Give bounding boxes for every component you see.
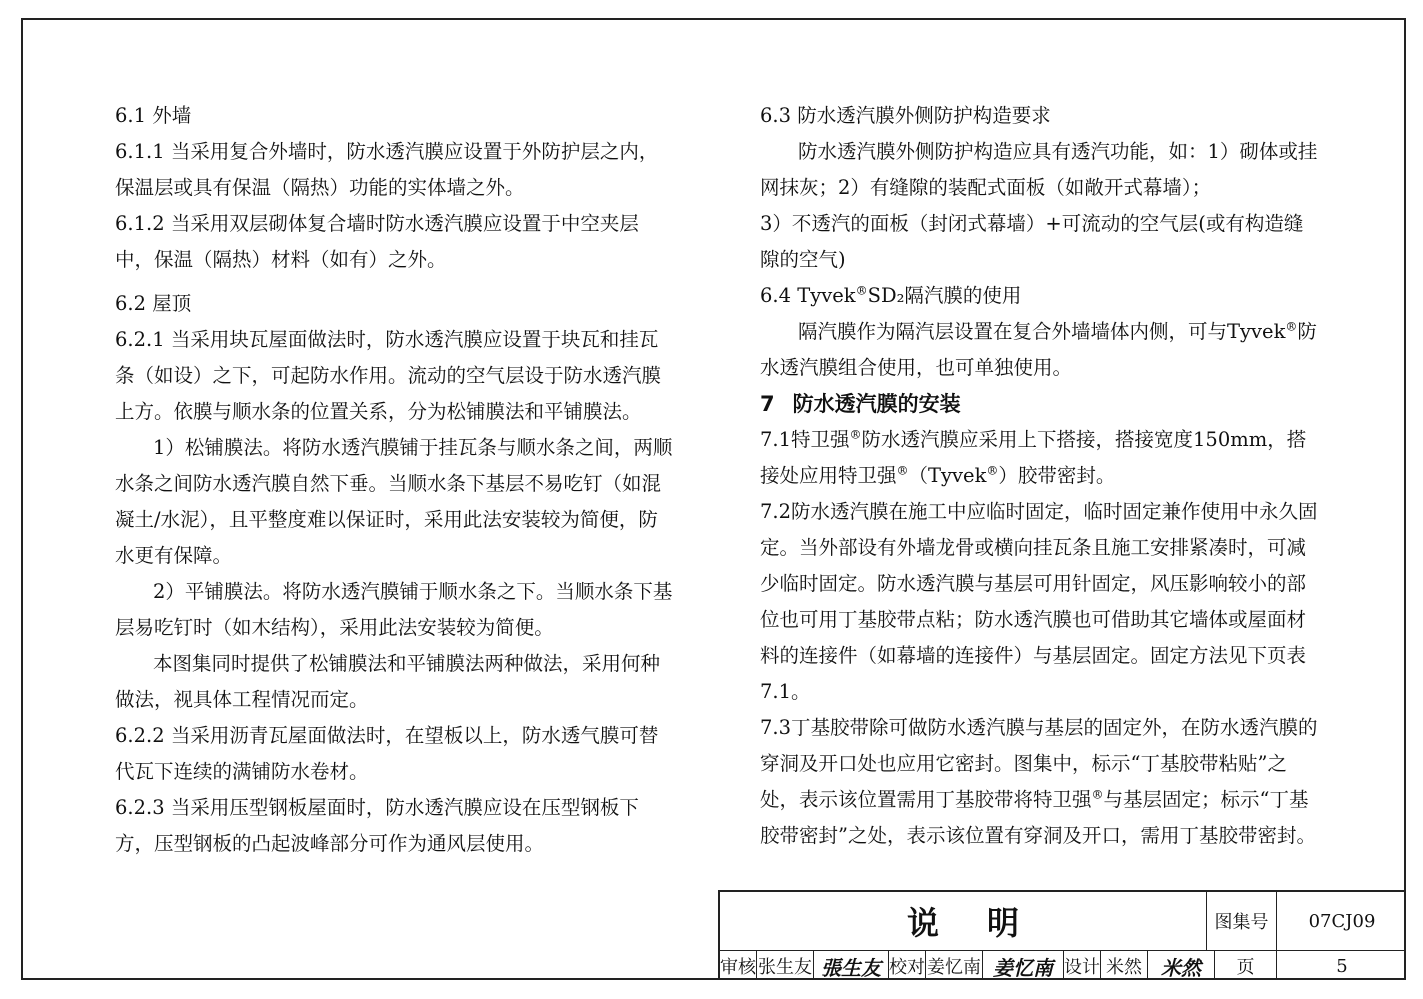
section-7-number: 7	[760, 392, 775, 416]
title-block-title: 说明	[906, 904, 1067, 942]
para-6-2-1-item2: 2）平铺膜法。将防水透汽膜铺于顺水条之下。当顺水条下基层易吃钉时（如木结构），采用此法安装较为简便。	[115, 580, 673, 639]
left-column	[115, 98, 675, 862]
registered-mark: ®	[1091, 787, 1104, 802]
registered-mark: ®	[896, 463, 909, 478]
page-label: 页	[1236, 957, 1255, 978]
para-6-2-2: 6.2.2 当采用沥青瓦屋面做法时，在望板以上，防水透气膜可替代瓦下连续的满铺防水卷材。	[115, 724, 659, 783]
reviewer-name: 张生友	[758, 957, 812, 978]
section-6-2-title: 6.2 屋顶	[115, 292, 192, 315]
section-7-text: 防水透汽膜的安装	[792, 392, 961, 416]
registered-mark: ®	[855, 283, 868, 298]
s64-suffix: SD₂隔汽膜的使用	[867, 284, 1022, 307]
design-label: 设计	[1064, 957, 1100, 978]
para-7-3-b: 与基层固定；标示“丁基胶带密封”之处，表示该位置有穿洞及开口，需用丁基胶带密封。	[760, 788, 1316, 847]
registered-mark: ®	[986, 463, 999, 478]
page-number: 5	[1336, 955, 1348, 977]
section-6-1-title: 6.1 外墙	[115, 104, 192, 127]
right-column	[760, 98, 1320, 854]
s64-prefix: 6.4 Tyvek	[760, 284, 856, 307]
designer-signature: 米然	[1161, 955, 1201, 980]
section-6-4-title	[760, 278, 1320, 314]
para-6-2-3: 6.2.3 当采用压型钢板屋面时，防水透汽膜应设在压型钢板下方，压型钢板的凸起波峰部分可作为通风层使用。	[115, 796, 639, 855]
para-7-3	[760, 710, 1320, 854]
check-label: 校对	[889, 957, 925, 978]
registered-mark: ®	[1285, 319, 1298, 334]
para-6-2-1-item1: 1）松铺膜法。将防水透汽膜铺于挂瓦条与顺水条之间，两顺水条之间防水透汽膜自然下垂。当顺水条下基层不易吃钉（如混凝土/水泥），且平整度难以保证时，采用此法安装较为简便，防水更有保障。	[115, 436, 673, 567]
para-7-3-a: 7.3丁基胶带除可做防水透汽膜与基层的固定外，在防水透汽膜的穿洞及开口处也应用它密封。图集中，标示“丁基胶带粘贴”之处，表示该位置需用丁基胶带将特卫强	[760, 716, 1318, 811]
para-7-1-a: 7.1特卫强	[760, 428, 850, 451]
para-6-1-2: 6.1.2 当采用双层砌体复合墙时防水透汽膜应设置于中空夹层中，保温（隔热）材料（如有）之外。	[115, 212, 639, 271]
para-7-1-d: ）胶带密封。	[998, 464, 1116, 487]
para-6-3-cont: 3）不透汽的面板（封闭式幕墙）+可流动的空气层(或有构造缝隙的空气)	[760, 212, 1304, 271]
checker-signature: 姜忆南	[993, 955, 1053, 980]
atlas-label: 图集号	[1214, 912, 1269, 933]
para-6-4	[760, 314, 1320, 386]
registered-mark: ®	[849, 427, 862, 442]
reviewer-signature: 張生友	[821, 955, 881, 980]
para-6-4-a: 隔汽膜作为隔汽层设置在复合外墙墙体内侧，可与Tyvek	[798, 320, 1286, 343]
designer-name: 米然	[1106, 957, 1142, 978]
checker-name: 姜忆南	[927, 957, 981, 978]
para-7-2: 7.2防水透汽膜在施工中应临时固定，临时固定兼作使用中永久固定。当外部设有外墙龙骨或横向挂瓦条且施工安排紧凑时，可减少临时固定。防水透汽膜与基层可用针固定，风压影响较小的部位也可用丁基胶带点粘；防水透汽膜也可借助其它墙体或屋面材料的连接件（如幕墙的连接件）与基层固定。固定方法见下页表7.1。	[760, 500, 1318, 703]
para-7-1	[760, 422, 1320, 494]
section-7-title	[760, 386, 1320, 422]
para-7-1-b: 防水透汽膜应采用上下搭接，搭接宽度150mm，搭接处应用特卫强	[760, 428, 1307, 487]
section-6-3-title: 6.3 防水透汽膜外侧防护构造要求	[760, 104, 1051, 127]
para-6-2-1-note: 本图集同时提供了松铺膜法和平铺膜法两种做法，采用何种做法，视具体工程情况而定。	[115, 652, 661, 711]
para-6-1-1: 6.1.1 当采用复合外墙时，防水透汽膜应设置于外防护层之内，保温层或具有保温（隔热）功能的实体墙之外。	[115, 140, 659, 199]
title-block	[718, 890, 1406, 980]
para-6-3: 防水透汽膜外侧防护构造应具有透汽功能，如：1）砌体或挂网抹灰；2）有缝隙的装配式面板（如敞开式幕墙）；	[760, 140, 1318, 199]
para-6-2-1: 6.2.1 当采用块瓦屋面做法时，防水透汽膜应设置于块瓦和挂瓦条（如设）之下，可起防水作用。流动的空气层设于防水透汽膜上方。依膜与顺水条的位置关系，分为松铺膜法和平铺膜法。	[115, 328, 662, 423]
para-6-4-b: 防水透汽膜组合使用，也可单独使用。	[760, 320, 1317, 379]
atlas-number: 07CJ09	[1308, 910, 1376, 932]
para-7-1-c: （Tyvek	[908, 464, 987, 487]
review-label: 审核	[720, 957, 756, 978]
